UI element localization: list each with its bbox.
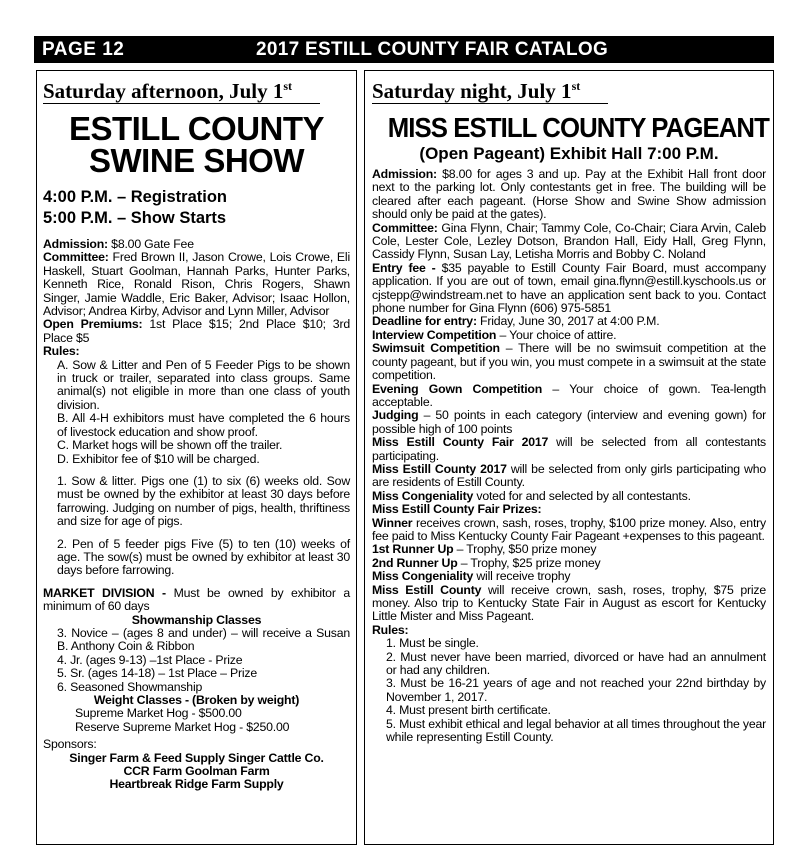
- congeniality-prize: Miss Congeniality will receive trophy: [372, 569, 571, 584]
- page-number: PAGE 12: [42, 38, 125, 60]
- registration-time: 4:00 P.M. – Registration: [43, 188, 228, 206]
- pageant-committee: Committee: Gina Flynn, Chair; Tammy Cole, Co-Chair; Ciara Arvin, Caleb Cole, Lester Cole, Lezley Dotson, Brandon Hall, Eidy Hall, Greg Flynn, Cassidy Flynn, Susan Lay, Letisha Morris and Bobby C. Noland: [372, 220, 766, 262]
- second-runner-up: 2nd Runner Up – Trophy, $25 prize money: [372, 555, 601, 570]
- sponsor-line: CCR Farm Goolman Farm: [123, 764, 270, 779]
- judging: Judging – 50 points in each category (interview and evening gown) for possible high of 100 points: [372, 408, 766, 436]
- pageant-rule: 3. Must be 16-21 years of age and not reached your 22nd birthday by November 1, 2017.: [386, 676, 766, 704]
- showmanship-class: 6. Seasoned Showmanship: [57, 679, 203, 694]
- miss-county-selection: Miss Estill County 2017 will be selected from only girls participating who are residents of Estill County.: [372, 461, 767, 490]
- weight-classes-heading: Weight Classes - (Broken by weight): [93, 693, 300, 707]
- first-runner-up: 1st Runner Up – Trophy, $50 prize money: [372, 542, 597, 557]
- catalog-title: 2017 ESTILL COUNTY FAIR CATALOG: [256, 38, 609, 60]
- pageant-rules-label: Rules:: [372, 622, 409, 637]
- swine-premiums: Open Premiums: 1st Place $15; 2nd Place $10; 3rd Place $5: [43, 317, 350, 345]
- winner-prize: Winner receives crown, sash, roses, trophy, $100 prize money. Also, entry fee paid to Miss Kentucky County Fair Pageant +expenses to this pageant.: [372, 515, 766, 543]
- sponsor-line: Heartbreak Ridge Farm Supply: [109, 777, 284, 792]
- sponsors-label: Sponsors:: [43, 737, 97, 752]
- pageant-admission: Admission: $8.00 for ages 3 and up. Pay at the Exhibit Hall front door next to the parking lot. Only contestants get in free. The building will be cleared after each pageant. (Horse Show and Swine Show admission should only be paid at the gates).: [372, 167, 766, 222]
- swine-rule: A. Sow & Litter and Pen of 5 Feeder Pigs to be shown in truck or trailer, separated into class groups. Same animal(s) not eligible in more than one class of youth division.: [57, 357, 350, 412]
- feeder-pig-class: 2. Pen of 5 feeder pigs Five (5) to ten (10) weeks of age. The sow(s) must be owned by exhibitor at least 30 days before farrowing.: [57, 536, 350, 578]
- sow-litter-class: 1. Sow & litter. Pigs one (1) to six (6) weeks old. Sow must be owned by the exhibitor at least 30 days before farrowing. Judging on number of pigs, health, thriftiness and size for age of pigs.: [57, 473, 350, 529]
- swine-admission: Admission: $8.00 Gate Fee: [43, 237, 194, 251]
- sponsor-line: Singer Farm & Feed Supply Singer Cattle Co.: [69, 750, 324, 765]
- miss-county-prize: Miss Estill County will receive crown, sash, roses, trophy, $75 prize money. Also trip to Kentucky State Fair in August as escort for Kentucky Little Mister and Miss Pageant.: [372, 582, 767, 624]
- swine-committee: Committee: Fred Brown II, Jason Crowe, Lois Crowe, Eli Haskell, Stuart Goolman, Hannah Parks, Hunter Parks, Kenneth Rice, Ronald Rison, Chris Rogers, Shawn Singer, Jamie Waddle, Eric Baker, Advisor; Isaac Hollon, Advisor; Andrea Kirby, Advisor and Lynn Miller, Advisor: [43, 250, 350, 319]
- showmanship-class: 4. Jr. (ages 9-13) –1st Place - Prize: [57, 652, 243, 667]
- prizes-heading: Miss Estill County Fair Prizes:: [372, 502, 542, 517]
- page-header-bar: [34, 36, 774, 63]
- weight-class: Reserve Supreme Market Hog - $250.00: [75, 719, 290, 734]
- swimsuit-competition: Swimsuit Competition – There will be no swimsuit competition at the county pageant, but if you win, you must compete in a swimsuit at the state competition.: [372, 341, 766, 383]
- swine-title-line2: SWINE SHOW: [89, 142, 304, 179]
- swine-rule: D. Exhibitor fee of $10 will be charged.: [57, 451, 260, 466]
- pageant-column: [364, 70, 774, 845]
- showmanship-class: 3. Novice – (ages 8 and under) – will receive a Susan B. Anthony Coin & Ribbon: [57, 625, 350, 654]
- swine-title-line1: ESTILL COUNTY: [68, 110, 325, 147]
- show-start-time: 5:00 P.M. – Show Starts: [43, 209, 227, 227]
- right-day-heading: Saturday night, July 1st: [372, 74, 608, 104]
- weight-class: Supreme Market Hog - $500.00: [75, 706, 242, 721]
- entry-deadline: Deadline for entry: Friday, June 30, 2017 at 4:00 P.M.: [372, 314, 660, 329]
- pageant-subtitle: (Open Pageant) Exhibit Hall 7:00 P.M.: [419, 144, 719, 163]
- pageant-rule: 2. Must never have been married, divorced or have had an annulment or had any children.: [386, 649, 766, 678]
- market-division: MARKET DIVISION - Must be owned by exhibitor a minimum of 60 days: [43, 585, 350, 614]
- miss-congeniality-selection: Miss Congeniality voted for and selected by all contestants.: [372, 488, 691, 503]
- evening-gown-competition: Evening Gown Competition – Your choice of gown. Tea-length acceptable.: [372, 381, 766, 409]
- left-day-heading: Saturday afternoon, July 1st: [43, 74, 320, 104]
- swine-rule: B. All 4-H exhibitors must have completed the 6 hours of livestock education and show proof.: [57, 411, 350, 439]
- swine-rules-label: Rules:: [43, 344, 80, 359]
- miss-fair-selection: Miss Estill County Fair 2017 will be selected from all contestants participating.: [372, 435, 767, 463]
- pageant-rule: 4. Must present birth certificate.: [386, 703, 551, 718]
- swine-show-column: [36, 70, 357, 845]
- pageant-title: MISS ESTILL COUNTY PAGEANT: [387, 112, 769, 143]
- swine-rule: C. Market hogs will be shown off the trailer.: [57, 438, 283, 453]
- pageant-rule: 5. Must exhibit ethical and legal behavior at all times throughout the year while representing Estill County.: [386, 716, 766, 745]
- showmanship-heading: Showmanship Classes: [131, 612, 262, 627]
- showmanship-class: 5. Sr. (ages 14-18) – 1st Place – Prize: [57, 666, 257, 681]
- interview-competition: Interview Competition – Your choice of attire.: [372, 327, 617, 342]
- entry-fee: Entry fee - $35 payable to Estill County Fair Board, must accompany application. If you are out of town, email gina.flynn@estill.kyschools.us or cjstepp@windstream.net to have an application sent back to you. Contact phone number for Gina Flynn (606) 975-5851: [372, 260, 767, 316]
- pageant-rule: 1. Must be single.: [386, 636, 479, 651]
